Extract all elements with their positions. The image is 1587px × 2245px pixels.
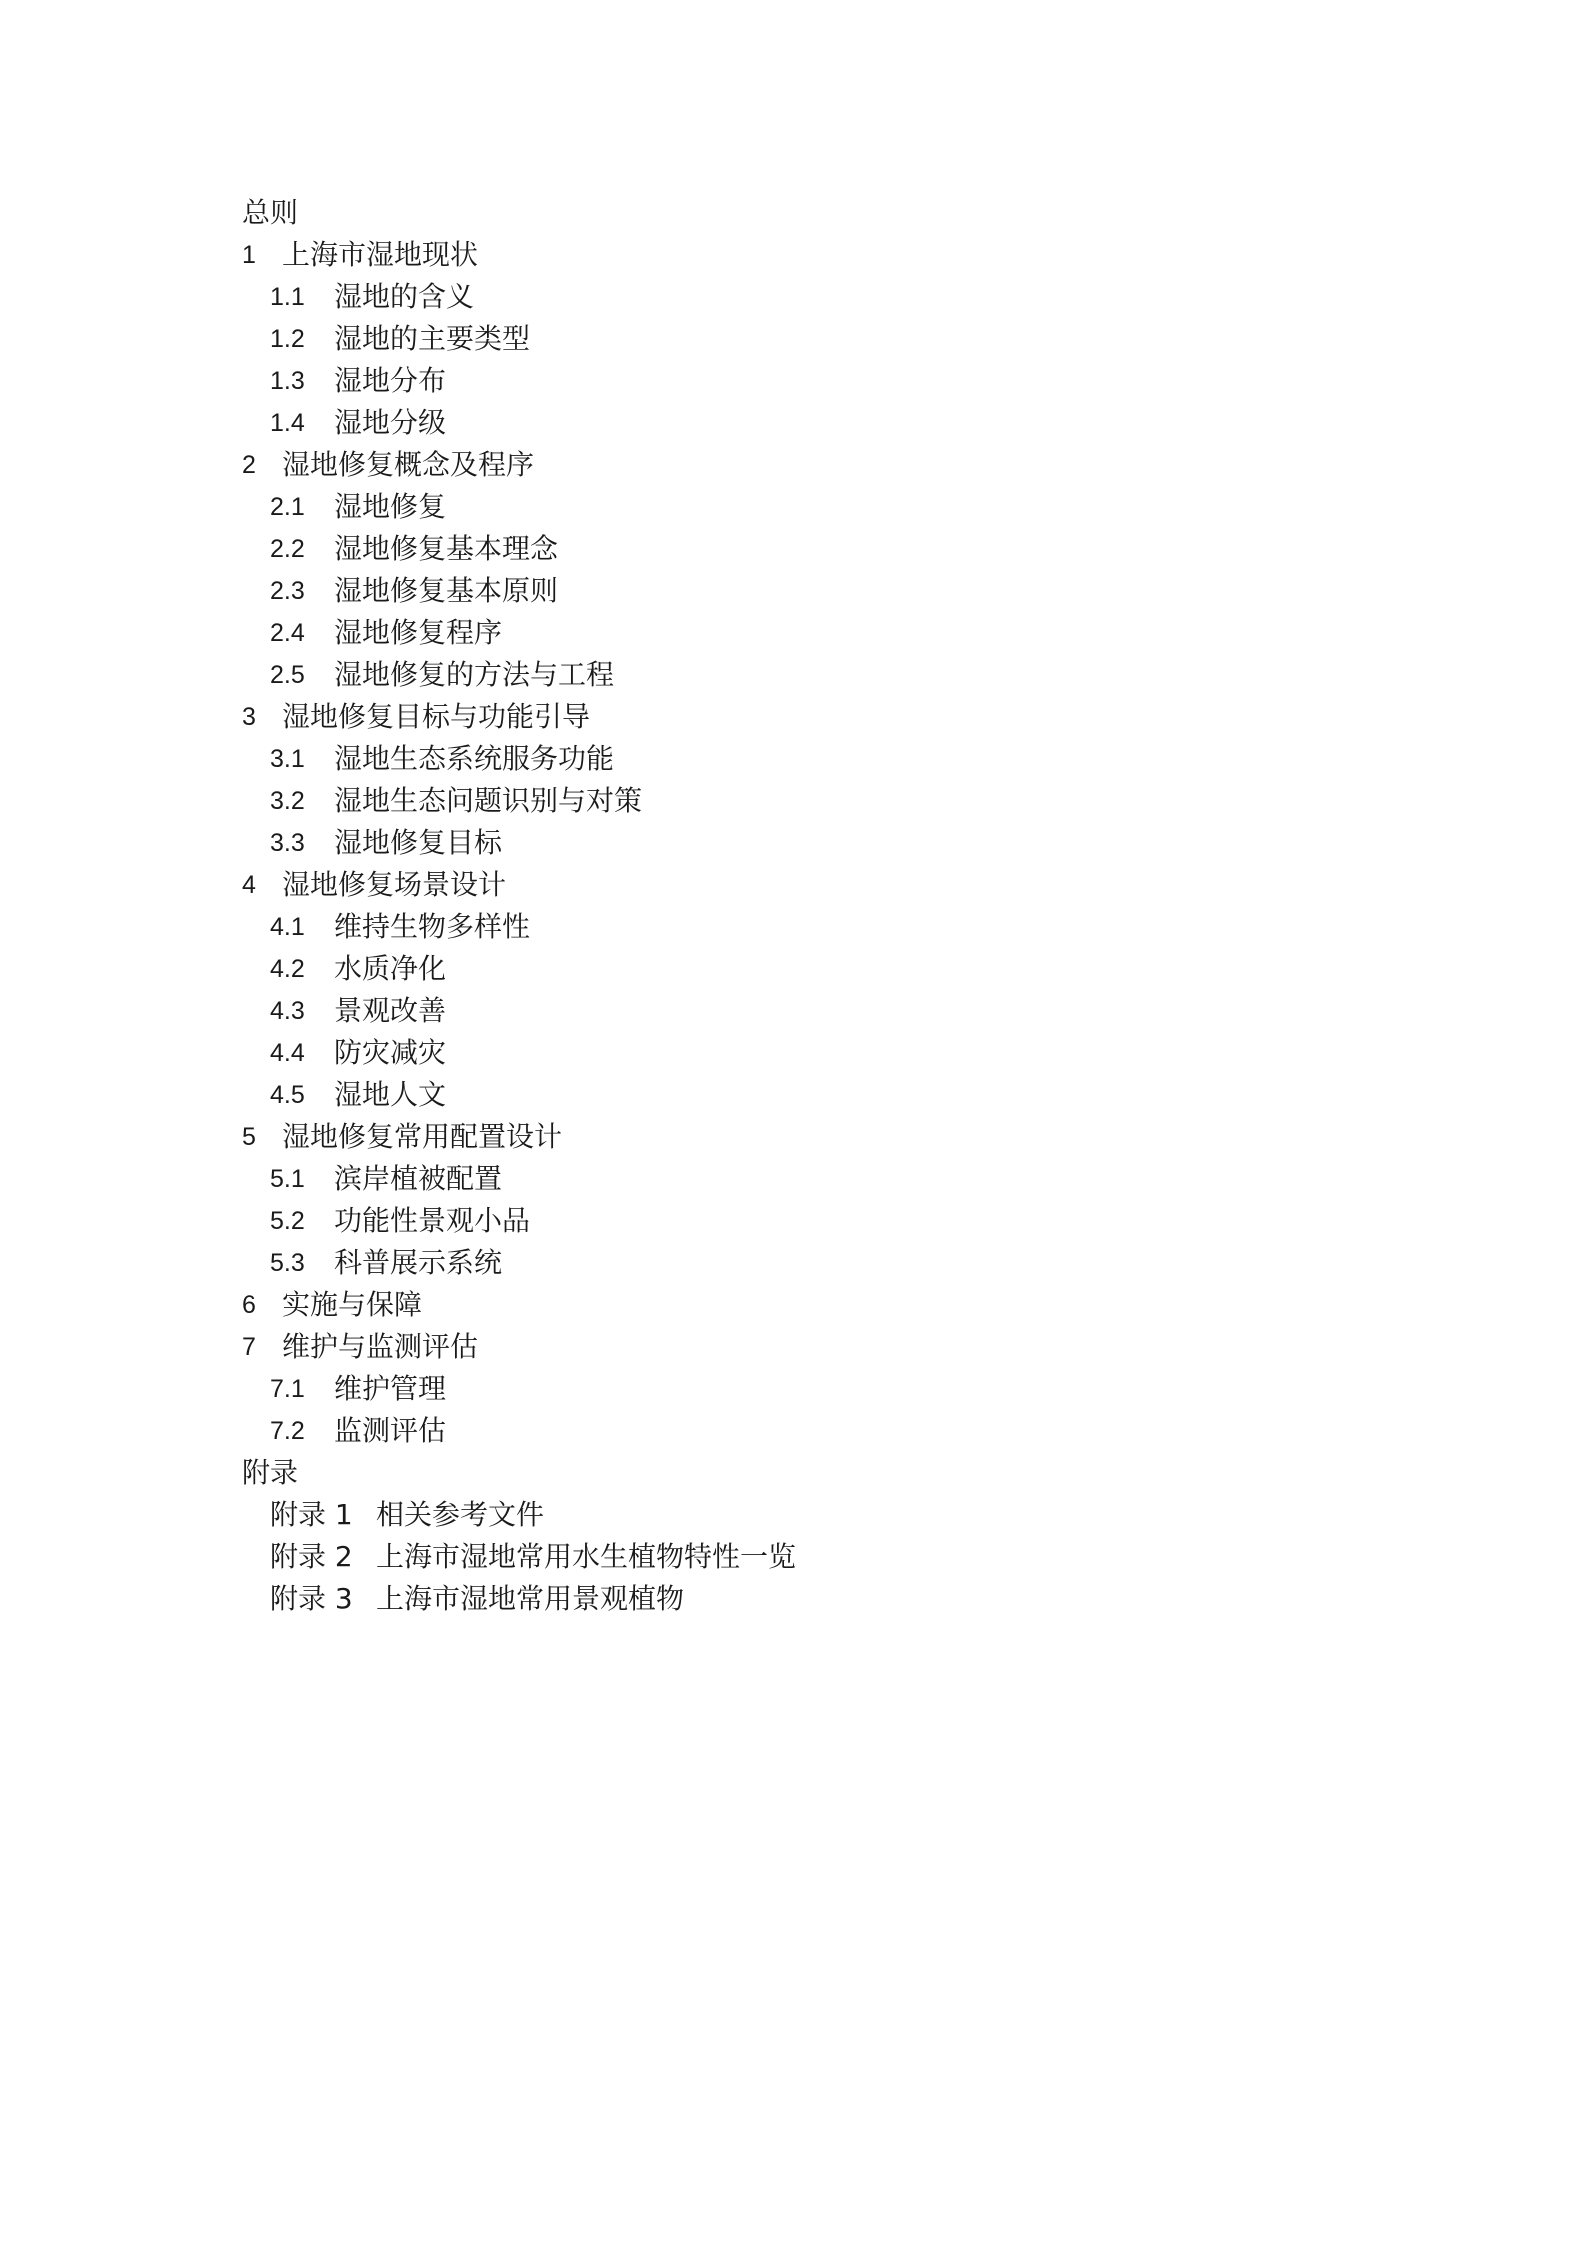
toc-number: 2 — [242, 451, 256, 479]
toc-title: 湿地修复 — [334, 490, 447, 523]
toc-section[interactable] — [242, 1158, 1342, 1200]
toc-section[interactable] — [242, 1242, 1342, 1284]
toc-number: 2.4 — [270, 619, 305, 647]
toc-number: 1 — [242, 241, 256, 269]
toc-number: 3.1 — [270, 745, 305, 773]
toc-title: 防灾减灾 — [334, 1036, 447, 1069]
toc-chapter[interactable] — [242, 696, 1342, 738]
toc-section[interactable] — [242, 1536, 1342, 1578]
toc-number: 4.4 — [270, 1039, 305, 1067]
toc-number: 5.3 — [270, 1249, 305, 1277]
toc-title: 实施与保障 — [282, 1288, 423, 1321]
toc-section[interactable] — [242, 1578, 1342, 1620]
toc-title: 湿地生态问题识别与对策 — [334, 784, 643, 817]
toc-number: 5 — [242, 1123, 256, 1151]
toc-number: 1.3 — [270, 367, 305, 395]
toc-title: 湿地修复目标 — [334, 826, 503, 859]
toc-number: 4.3 — [270, 997, 305, 1025]
toc-title: 上海市湿地常用景观植物 — [376, 1582, 685, 1615]
toc-title: 湿地修复程序 — [334, 616, 503, 649]
toc-number: 1.1 — [270, 283, 305, 311]
toc-section[interactable] — [242, 906, 1342, 948]
toc-section[interactable] — [242, 276, 1342, 318]
toc-number: 6 — [242, 1291, 256, 1319]
toc-chapter[interactable] — [242, 1116, 1342, 1158]
toc-section[interactable] — [242, 318, 1342, 360]
toc-title: 湿地分布 — [334, 364, 447, 397]
toc-chapter[interactable] — [242, 444, 1342, 486]
toc-number: 2.2 — [270, 535, 305, 563]
toc-section[interactable] — [242, 570, 1342, 612]
toc-title: 附录 — [242, 1456, 299, 1489]
toc-number: 4.2 — [270, 955, 305, 983]
toc-section[interactable] — [242, 990, 1342, 1032]
toc-section[interactable] — [242, 738, 1342, 780]
toc-number: 3.3 — [270, 829, 305, 857]
toc-number: 7.2 — [270, 1417, 305, 1445]
toc-title: 监测评估 — [334, 1414, 447, 1447]
toc-section[interactable] — [242, 948, 1342, 990]
toc-title: 景观改善 — [334, 994, 447, 1027]
toc-title: 维持生物多样性 — [334, 910, 531, 943]
toc-section[interactable] — [242, 1494, 1342, 1536]
toc-section[interactable] — [242, 528, 1342, 570]
toc-chapter[interactable] — [242, 192, 1342, 234]
toc-section[interactable] — [242, 1410, 1342, 1452]
toc-title: 维护与监测评估 — [282, 1330, 479, 1363]
toc-chapter[interactable] — [242, 234, 1342, 276]
toc-number: 3 — [242, 703, 256, 731]
toc-chapter[interactable] — [242, 1284, 1342, 1326]
toc-title: 相关参考文件 — [376, 1498, 545, 1531]
toc-number: 5.2 — [270, 1207, 305, 1235]
toc-number: 4 — [242, 871, 256, 899]
toc-title: 湿地修复的方法与工程 — [334, 658, 615, 691]
toc-title: 水质净化 — [334, 952, 447, 985]
toc-title: 湿地生态系统服务功能 — [334, 742, 615, 775]
toc-title: 维护管理 — [334, 1372, 447, 1405]
toc-section[interactable] — [242, 486, 1342, 528]
toc-number: 5.1 — [270, 1165, 305, 1193]
toc-section[interactable] — [242, 1032, 1342, 1074]
toc-number: 4.1 — [270, 913, 305, 941]
toc-section[interactable] — [242, 1368, 1342, 1410]
toc-title: 湿地修复基本原则 — [334, 574, 559, 607]
toc-section[interactable] — [242, 822, 1342, 864]
table-of-contents — [242, 192, 1342, 1620]
toc-number: 1.4 — [270, 409, 305, 437]
toc-section[interactable] — [242, 612, 1342, 654]
toc-title: 湿地的主要类型 — [334, 322, 531, 355]
toc-title: 湿地分级 — [334, 406, 447, 439]
toc-number: 3.2 — [270, 787, 305, 815]
toc-title: 湿地修复常用配置设计 — [282, 1120, 563, 1153]
toc-title: 湿地修复目标与功能引导 — [282, 700, 591, 733]
toc-chapter[interactable] — [242, 864, 1342, 906]
toc-title: 总则 — [242, 196, 299, 229]
toc-chapter[interactable] — [242, 1326, 1342, 1368]
toc-number: 2.3 — [270, 577, 305, 605]
toc-section[interactable] — [242, 1200, 1342, 1242]
toc-title: 功能性景观小品 — [334, 1204, 531, 1237]
toc-title: 湿地修复概念及程序 — [282, 448, 535, 481]
toc-section[interactable] — [242, 402, 1342, 444]
toc-section[interactable] — [242, 654, 1342, 696]
toc-section[interactable] — [242, 1074, 1342, 1116]
toc-chapter[interactable] — [242, 1452, 1342, 1494]
toc-section[interactable] — [242, 780, 1342, 822]
toc-title: 湿地人文 — [334, 1078, 447, 1111]
toc-number: 1.2 — [270, 325, 305, 353]
toc-number: 附录 2 — [270, 1540, 353, 1573]
toc-number: 4.5 — [270, 1081, 305, 1109]
toc-number: 2.5 — [270, 661, 305, 689]
toc-number: 2.1 — [270, 493, 305, 521]
toc-title: 滨岸植被配置 — [334, 1162, 503, 1195]
toc-number: 附录 3 — [270, 1582, 353, 1615]
toc-number: 7.1 — [270, 1375, 305, 1403]
toc-title: 湿地修复基本理念 — [334, 532, 559, 565]
toc-title: 湿地修复场景设计 — [282, 868, 507, 901]
toc-title: 湿地的含义 — [334, 280, 475, 313]
toc-number: 7 — [242, 1333, 256, 1361]
toc-title: 上海市湿地常用水生植物特性一览 — [376, 1540, 797, 1573]
toc-title: 科普展示系统 — [334, 1246, 503, 1279]
toc-section[interactable] — [242, 360, 1342, 402]
toc-title: 上海市湿地现状 — [282, 238, 479, 271]
toc-number: 附录 1 — [270, 1498, 353, 1531]
